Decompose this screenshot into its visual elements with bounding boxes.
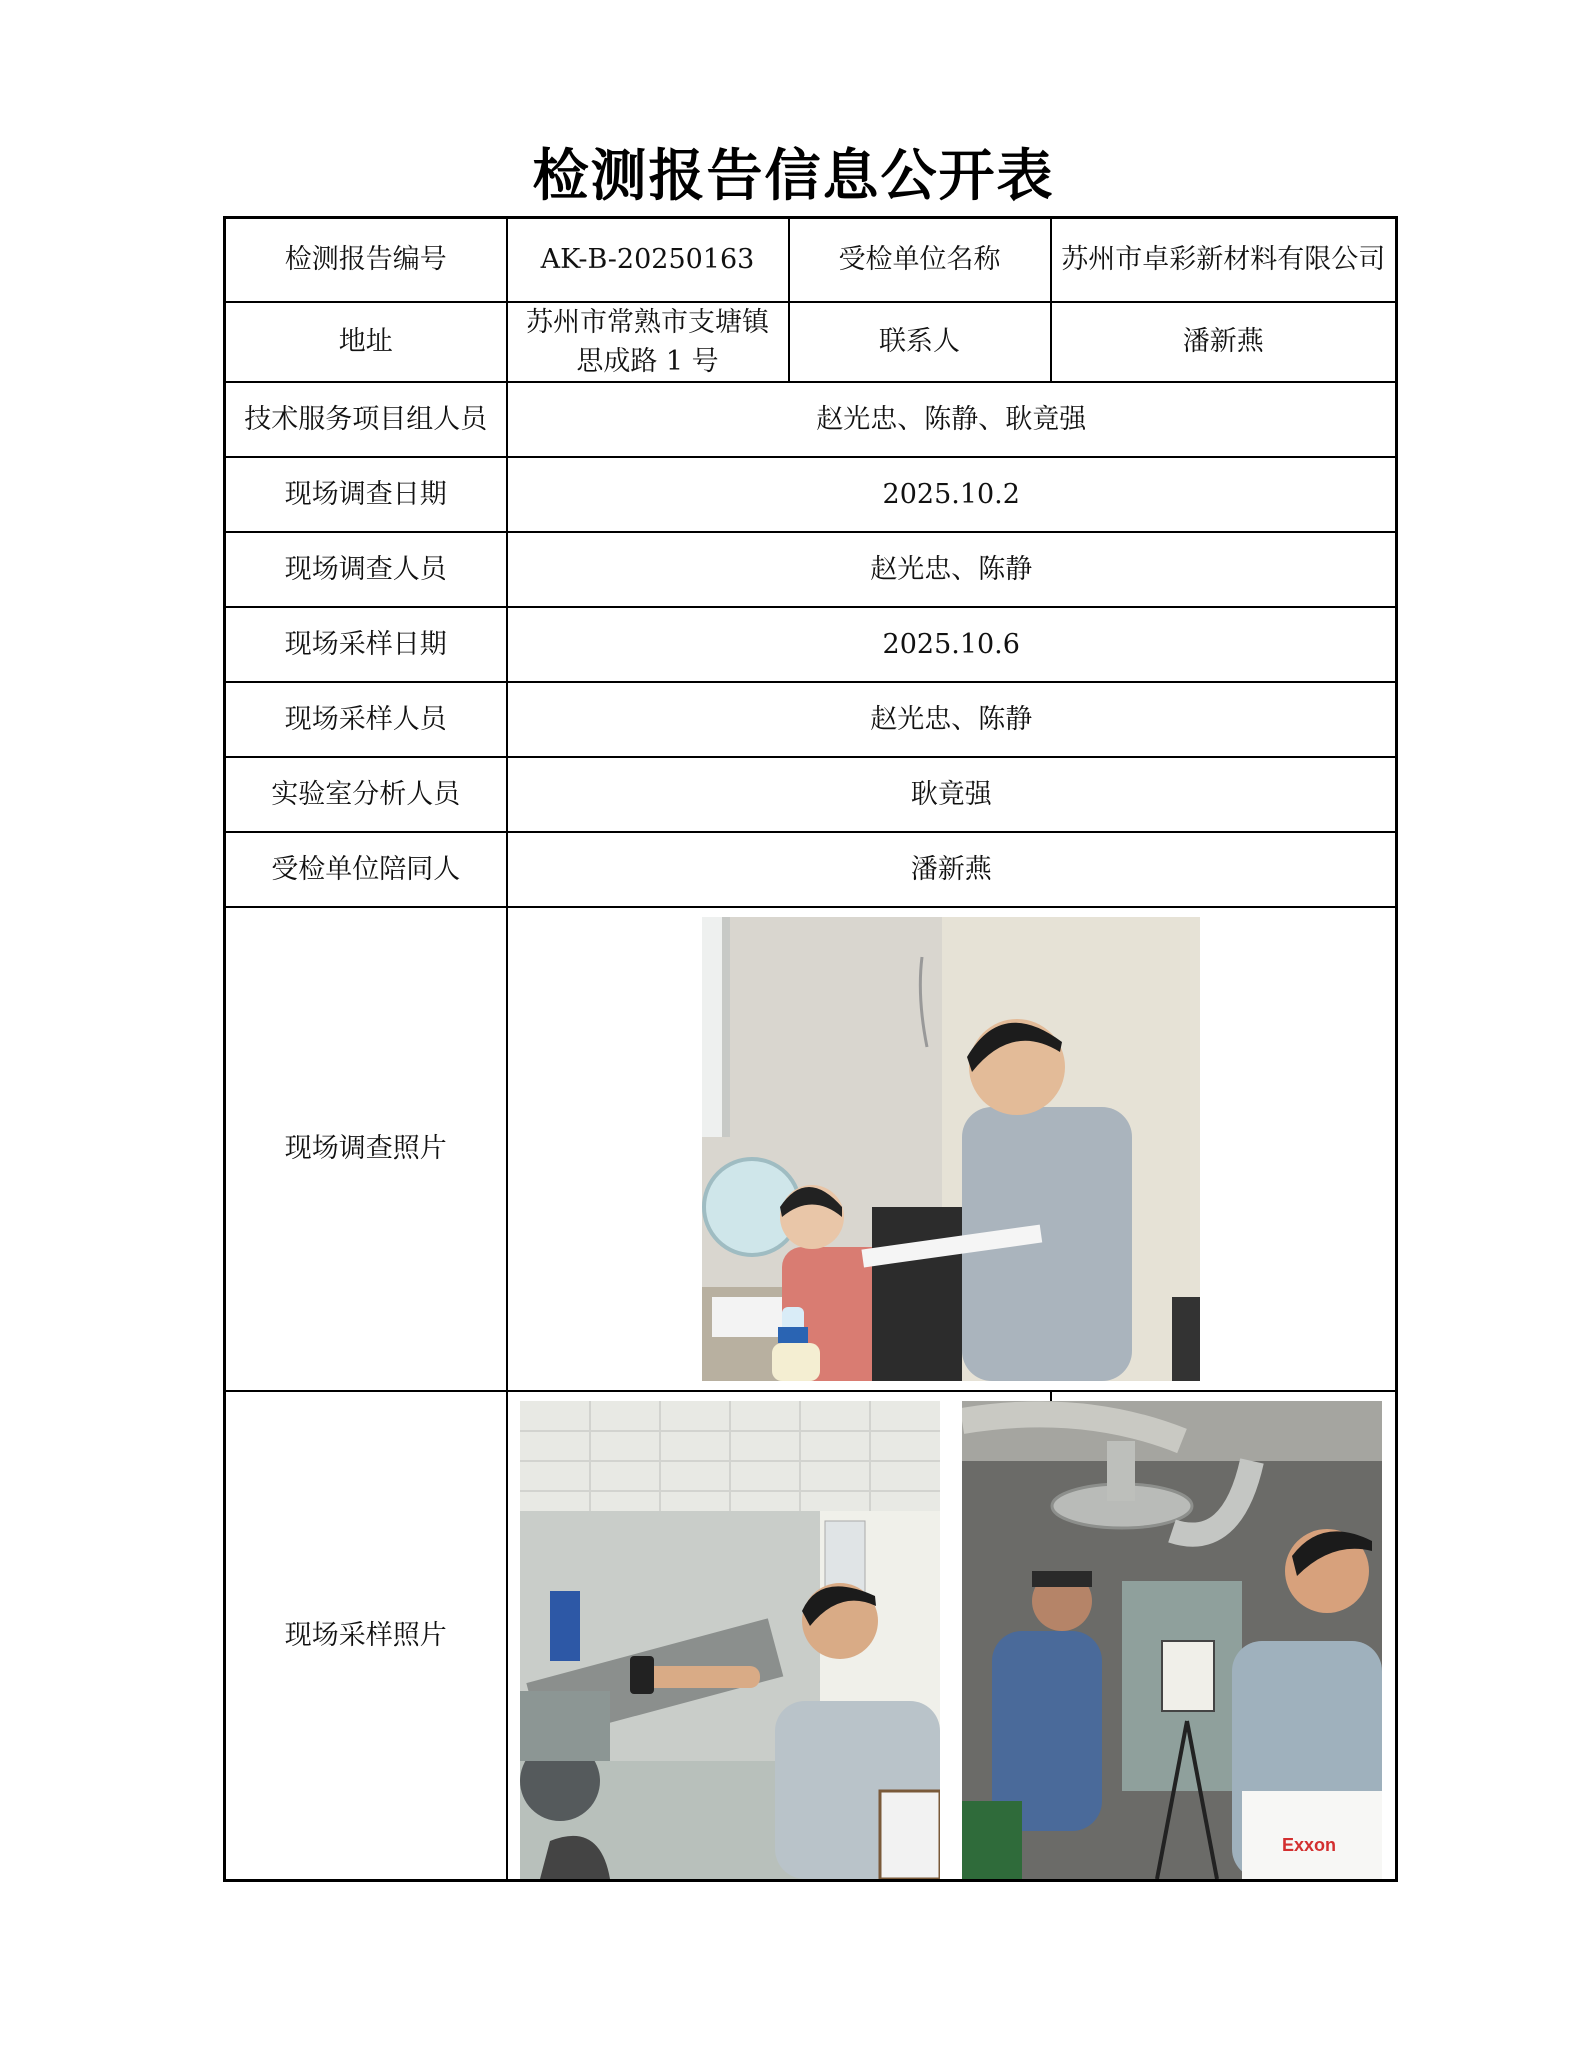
survey-photo-cell (507, 907, 1397, 1391)
table-row (225, 382, 1397, 457)
label-contact: 联系人 (789, 302, 1051, 382)
label-survey-date: 现场调查日期 (225, 457, 507, 532)
label-report-no: 检测报告编号 (225, 218, 507, 302)
table-row (225, 832, 1397, 907)
label-sampling-staff: 现场采样人员 (225, 682, 507, 757)
label-team: 技术服务项目组人员 (225, 382, 507, 457)
page-title: 检测报告信息公开表 (532, 143, 1055, 209)
label-sampling-photo: 现场采样照片 (225, 1391, 507, 1881)
table-row (225, 457, 1397, 532)
label-survey-staff: 现场调查人员 (225, 532, 507, 607)
table-row (225, 302, 1397, 382)
table-row (225, 757, 1397, 832)
value-unit-name: 苏州市卓彩新材料有限公司 (1051, 218, 1397, 302)
value-team: 赵光忠、陈静、耿竟强 (507, 382, 1397, 457)
value-survey-date: 2025.10.2 (507, 457, 1397, 532)
table-row (225, 218, 1397, 302)
sampling-photo-right-cell (1051, 1391, 1397, 1881)
label-unit-name: 受检单位名称 (789, 218, 1051, 302)
label-lab-staff: 实验室分析人员 (225, 757, 507, 832)
table-row (225, 907, 1397, 1391)
sampling-photo-left (520, 1401, 940, 1879)
report-info-table (223, 216, 1398, 1882)
value-address: 苏州市常熟市支塘镇思成路 1 号 (507, 302, 789, 382)
table-row (225, 1391, 1397, 1881)
bag-brand-text: Exxon (1281, 1835, 1336, 1856)
value-lab-staff: 耿竟强 (507, 757, 1397, 832)
value-survey-staff: 赵光忠、陈静 (507, 532, 1397, 607)
table-row (225, 532, 1397, 607)
sampling-photo-right (962, 1401, 1382, 1879)
table-row (225, 607, 1397, 682)
label-survey-photo: 现场调查照片 (225, 907, 507, 1391)
value-contact: 潘新燕 (1051, 302, 1397, 382)
value-sampling-date: 2025.10.6 (507, 607, 1397, 682)
label-sampling-date: 现场采样日期 (225, 607, 507, 682)
label-escort: 受检单位陪同人 (225, 832, 507, 907)
value-report-no: AK-B-20250163 (507, 218, 789, 302)
label-address: 地址 (225, 302, 507, 382)
value-escort: 潘新燕 (507, 832, 1397, 907)
table-row (225, 682, 1397, 757)
value-sampling-staff: 赵光忠、陈静 (507, 682, 1397, 757)
survey-photo (702, 917, 1200, 1381)
